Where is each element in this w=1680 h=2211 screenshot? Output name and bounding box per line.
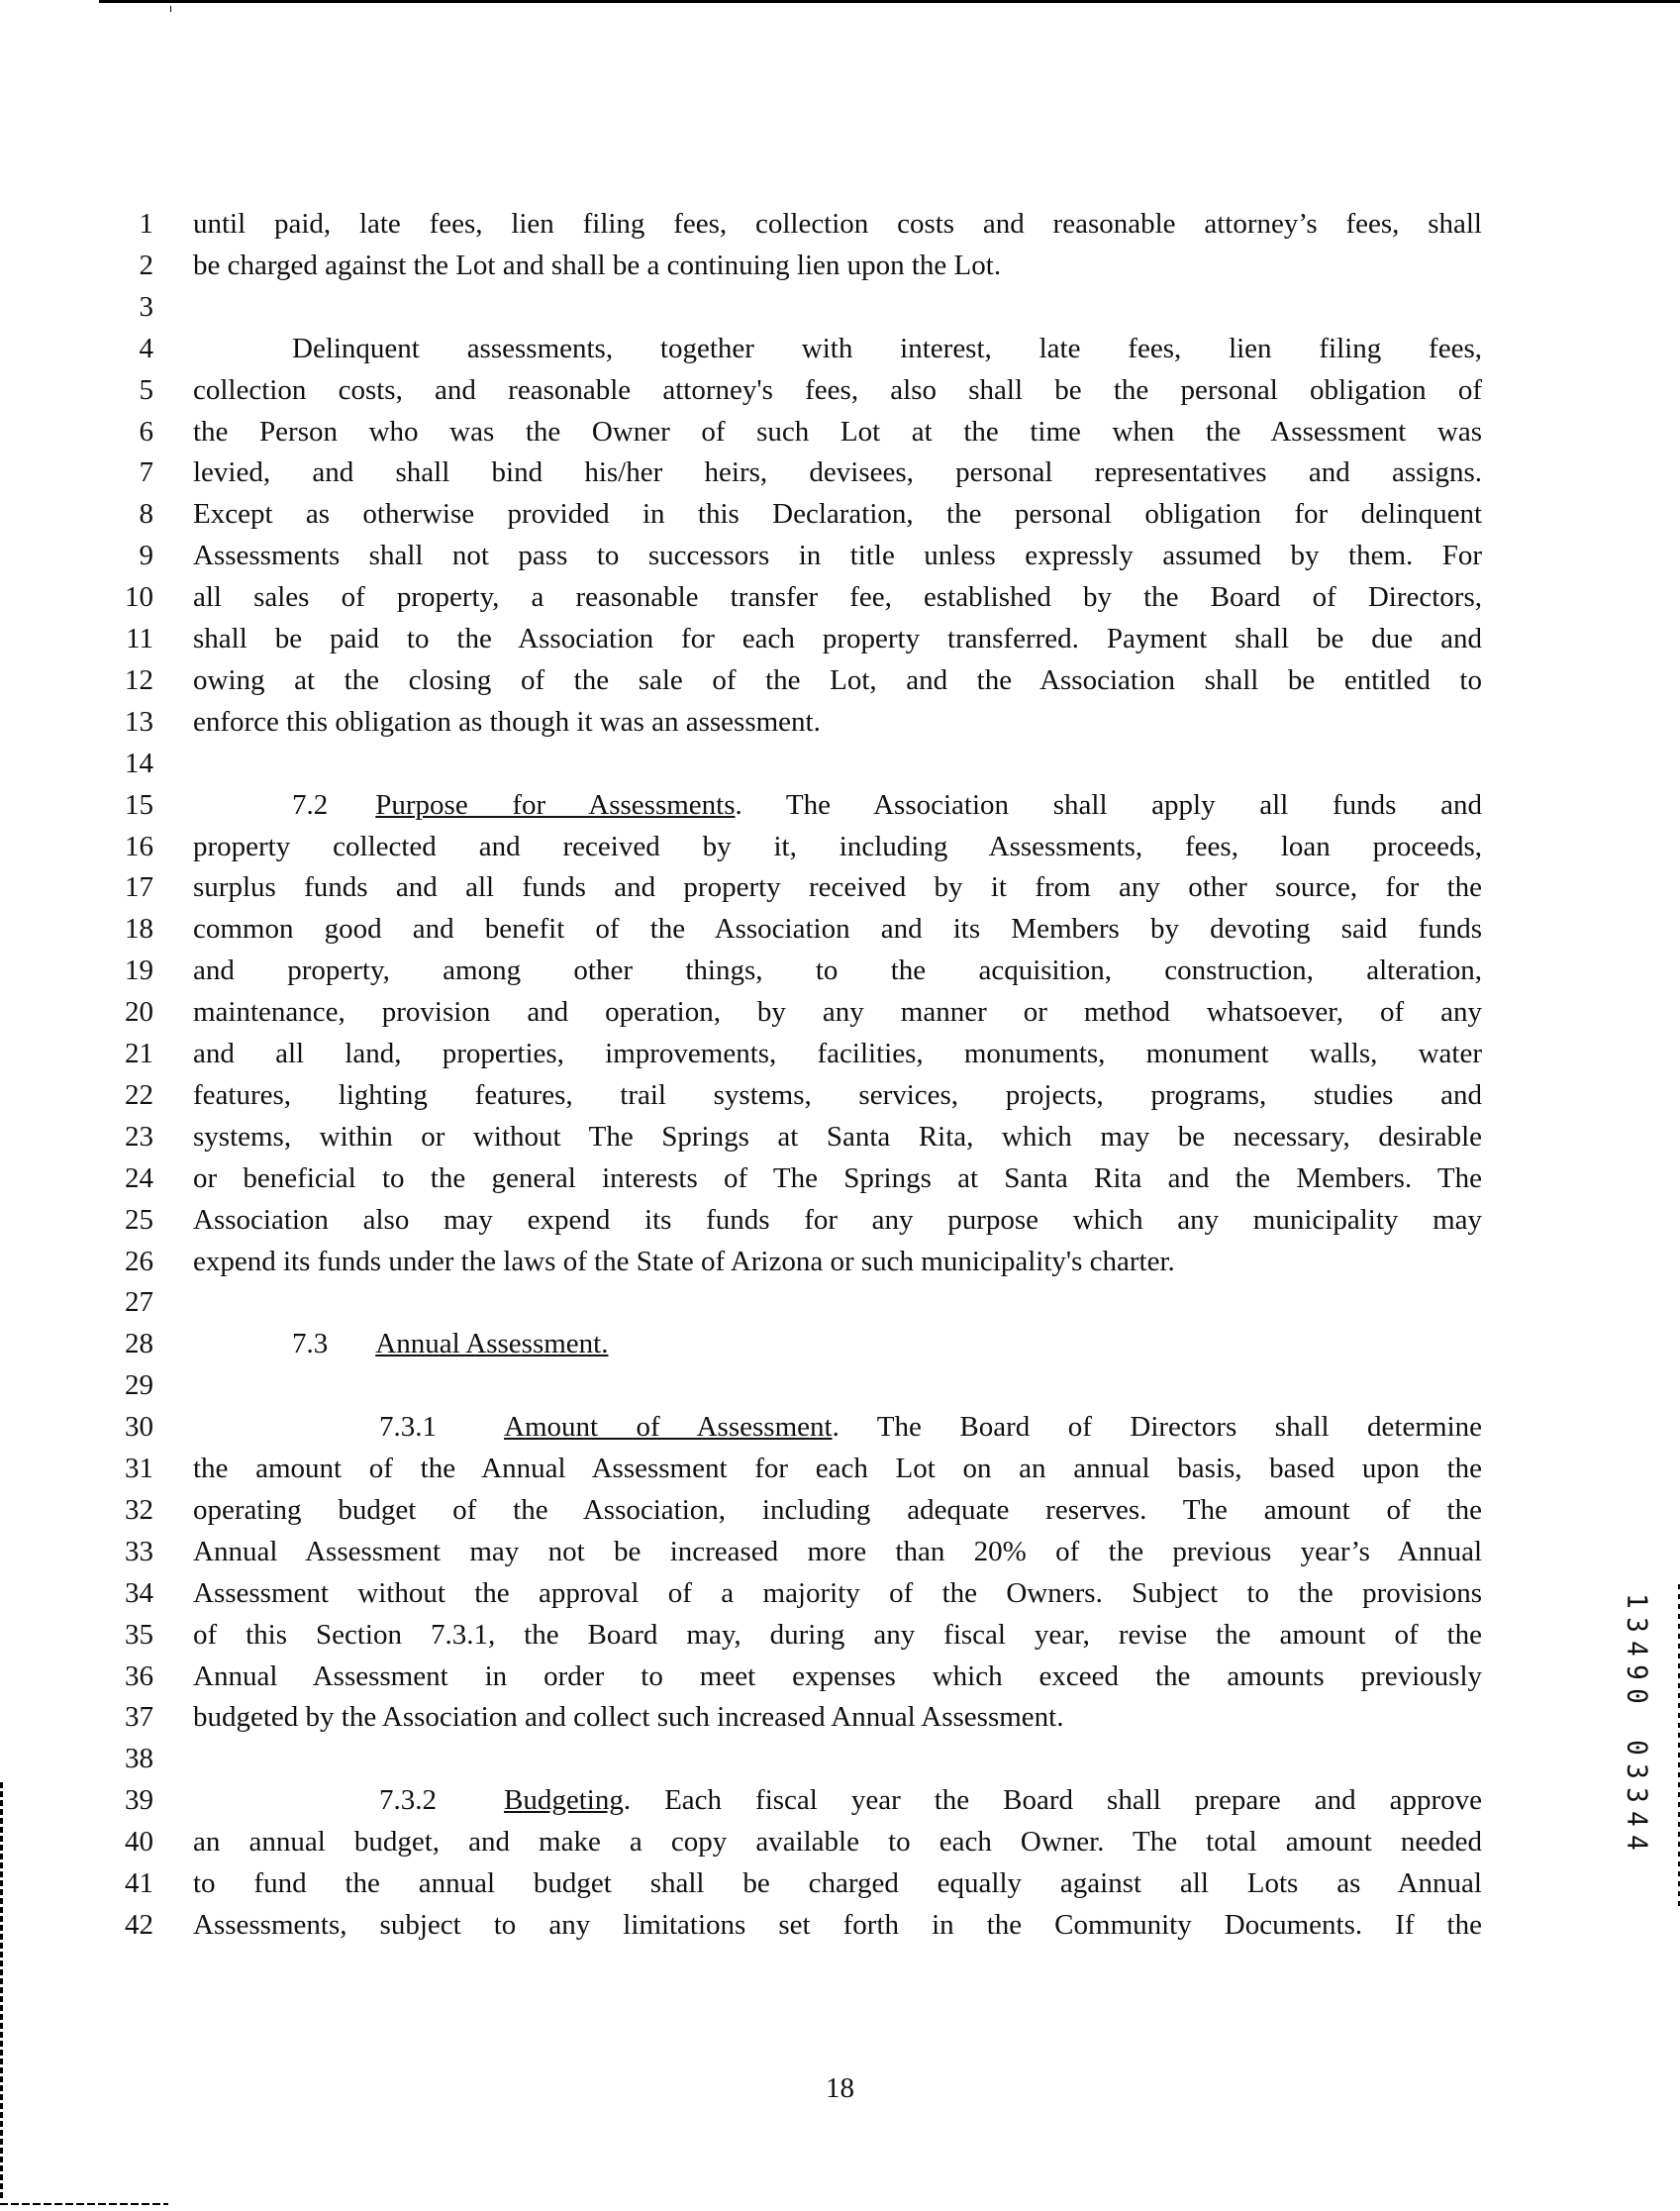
document-line [0,1862,1680,1904]
line-number: 25 [125,1203,153,1236]
line-text: property collected and received by it, including Assessments, fees, loan proceeds, [193,830,1482,862]
line-text: shall be paid to the Association for each property transferred. Payment shall be due and [193,623,1482,654]
line-number: 5 [139,373,153,406]
stamp-digit: 4 [1621,1811,1652,1827]
line-number: 17 [125,871,153,904]
line-text [193,1323,1482,1364]
line-text: and property, among other things, to the acquisition, construction, alteration, [193,955,1482,987]
stamp-digit: 3 [1621,1617,1652,1633]
section-heading: Amount of Assessment [504,1411,833,1444]
section-number: 7.3 [292,1328,329,1360]
scan-mark [170,6,171,12]
line-text: surplus funds and all funds and property received by it from any other source, for the [193,871,1482,904]
line-number: 32 [125,1493,153,1526]
line-number: 28 [125,1328,153,1360]
line-text: of this Section 7.3.1, the Board may, during any fiscal year, revise the amount of the [193,1618,1482,1651]
line-text: all sales of property, a reasonable transfer fee, established by the Board of Directors, [193,581,1482,614]
scan-top-border [99,0,1680,3]
line-text: Assessments shall not pass to successors in title unless expressly assumed by them. For [193,540,1482,572]
line-number: 41 [125,1867,153,1899]
line-number: 40 [125,1826,153,1859]
document-line [0,1448,1680,1489]
line-text: or beneficial to the general interests of The Springs at Santa Rita and the Members. The [193,1161,1482,1194]
line-text: Annual Assessment may not be increased more than 20% of the previous year’s Annual [193,1535,1482,1567]
document-line [0,1821,1680,1862]
line-text: Delinquent assessments, together with interest, late fees, lien filing fees, [292,332,1482,364]
line-text: Association also may expend its funds for any purpose which any municipality may [193,1203,1482,1236]
line-number: 10 [125,581,153,614]
line-number: 13 [125,705,153,738]
line-text: Except as otherwise provided in this Declaration, the personal obligation for delinquent [193,498,1482,531]
document-line [0,328,1680,369]
line-text: Annual Assessment in order to meet expenses which exceed the amounts previously [193,1659,1482,1692]
line-number: 7 [139,456,153,489]
stamp-digit: 3 [1621,1787,1652,1803]
line-number: 14 [125,747,153,779]
line-text: enforce this obligation as though it was an assessment. [193,705,821,738]
line-number: 42 [125,1908,153,1941]
document-line [0,1656,1680,1697]
recording-stamp [1621,1589,1652,1855]
line-number: 31 [125,1453,153,1484]
document-line [0,1572,1680,1614]
line-number: 21 [125,1038,153,1069]
line-number: 11 [126,623,153,654]
document-line [0,1033,1680,1074]
document-line [0,701,1680,743]
document-line [0,1074,1680,1116]
document-line [0,1489,1680,1531]
line-number: 20 [125,996,153,1029]
document-line [0,411,1680,452]
line-text: Assessment without the approval of a majority of the Owners. Subject to the provisions [193,1576,1482,1609]
document-line [0,1696,1680,1738]
line-text: an annual budget, and make a copy available to each Owner. The total amount needed [193,1826,1482,1859]
line-number: 3 [139,290,153,323]
document-line [0,535,1680,576]
document-line [0,1323,1680,1364]
line-text: Assessments, subject to any limitations set forth in the Community Documents. If the [193,1908,1482,1941]
line-text: collection costs, and reasonable attorney's fees, also shall be the personal obligation of [193,373,1482,406]
stamp-digit: 4 [1621,1835,1652,1851]
line-number: 1 [139,208,153,240]
section-heading: Purpose for Assessments [375,788,736,821]
line-text: budgeted by the Association and collect such increased Annual Assessment. [193,1701,1064,1734]
document-line [0,991,1680,1033]
document-line [0,908,1680,950]
document-line [0,1614,1680,1656]
line-text: to fund the annual budget shall be charged equally against all Lots as Annual [193,1867,1482,1899]
line-number: 12 [125,663,153,696]
line-text: the Person who was the Owner of such Lot at the time when the Assessment was [193,415,1482,448]
line-number: 36 [125,1659,153,1692]
line-number: 35 [125,1618,153,1651]
document-line [0,743,1680,784]
line-text: until paid, late fees, lien filing fees, collection costs and reasonable attorney’s fees, shall [193,208,1482,240]
line-text: levied, and shall bind his/her heirs, devisees, personal representatives and assigns. [193,456,1482,489]
document-line [0,1241,1680,1282]
section-heading: Budgeting [504,1784,624,1817]
section-body: . The Association shall apply all funds and [735,788,1482,821]
stamp-digit: 0 [1621,1740,1652,1756]
line-number: 33 [125,1535,153,1567]
document-line [0,369,1680,411]
document-line [0,1738,1680,1779]
document-line [0,203,1680,245]
section-number: 7.2 [292,788,329,821]
document-line [0,618,1680,659]
section-heading: Annual Assessment. [375,1328,609,1360]
line-text: expend its funds under the laws of the State of Arizona or such municipality's charter. [193,1245,1175,1277]
line-number: 16 [125,830,153,862]
document-line [0,1904,1680,1946]
section-number: 7.3.1 [379,1411,437,1444]
scan-bottom-edge [0,2203,168,2205]
line-number: 4 [139,332,153,364]
page-number: 18 [826,2072,854,2104]
document-line [0,493,1680,535]
line-text: and all land, properties, improvements, facilities, monuments, monument walls, water [193,1038,1482,1069]
section-body: . The Board of Directors shall determine [832,1411,1482,1444]
document-line [0,950,1680,991]
line-number: 23 [125,1120,153,1153]
stamp-digit: 1 [1621,1593,1652,1609]
line-number: 8 [139,498,153,531]
stamp-digit: 3 [1621,1763,1652,1779]
document-line [0,245,1680,286]
line-text [193,1406,1482,1448]
line-text: operating budget of the Association, including adequate reserves. The amount of the [193,1493,1482,1526]
line-number: 18 [125,913,153,946]
line-text [193,784,1482,826]
section-number: 7.3.2 [379,1784,437,1817]
line-number: 24 [125,1161,153,1194]
stamp-digit: 4 [1621,1641,1652,1657]
section-body: . Each fiscal year the Board shall prepare and approve [623,1784,1482,1817]
line-text [193,1779,1482,1821]
line-text: systems, within or without The Springs at Santa Rita, which may be necessary, desirable [193,1120,1482,1153]
stamp-digit: 0 [1621,1688,1652,1704]
line-text: features, lighting features, trail systems, services, projects, programs, studies and [193,1078,1482,1111]
line-number: 29 [125,1369,153,1402]
document-line [0,1406,1680,1448]
line-number: 34 [125,1576,153,1609]
line-number: 2 [139,249,153,281]
document-line [0,286,1680,328]
document-line [0,1364,1680,1406]
document-line [0,576,1680,618]
line-number: 38 [125,1743,153,1775]
line-text: maintenance, provision and operation, by any manner or method whatsoever, of any [193,996,1482,1029]
line-text: owing at the closing of the sale of the Lot, and the Association shall be entitled to [193,663,1482,696]
document-line [0,1116,1680,1157]
stamp-digit: 9 [1621,1664,1652,1680]
line-number: 27 [125,1286,153,1319]
document-line [0,1157,1680,1199]
document-line [0,1779,1680,1821]
line-number: 19 [125,955,153,987]
document-line [0,659,1680,701]
line-number: 39 [125,1784,153,1817]
line-number: 6 [139,415,153,448]
line-number: 26 [125,1245,153,1277]
line-number: 30 [125,1411,153,1444]
document-line [0,1281,1680,1323]
line-number: 15 [125,788,153,821]
line-number: 37 [125,1701,153,1734]
line-text: be charged against the Lot and shall be a continuing lien upon the Lot. [193,249,1002,281]
document-line [0,1199,1680,1241]
line-text: the amount of the Annual Assessment for each Lot on an annual basis, based upon the [193,1453,1482,1484]
line-number: 22 [125,1078,153,1111]
line-number: 9 [139,540,153,572]
document-line [0,1531,1680,1572]
document-line [0,784,1680,826]
document-line [0,826,1680,867]
line-text: common good and benefit of the Association and its Members by devoting said funds [193,913,1482,946]
document-line [0,866,1680,908]
document-line [0,452,1680,493]
